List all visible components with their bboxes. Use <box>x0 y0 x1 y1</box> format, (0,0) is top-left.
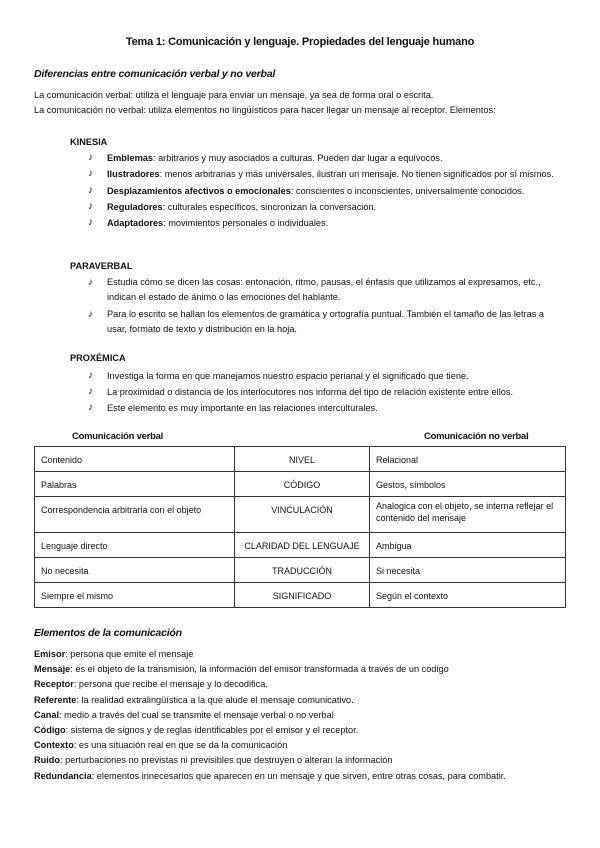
music-note-icon: ♪ <box>88 217 93 228</box>
table-row <box>35 558 566 583</box>
item-text: : menos arbitrarias y más universales, ilustran un mensaje. No tienen significados por sí mismos. <box>159 169 554 179</box>
cell-level: CLARIDAD DEL LENGUAJE <box>235 533 370 558</box>
item-text: : persona que emite el mensaje <box>65 649 194 659</box>
cell-level: TRADUCCIÓN <box>235 558 370 583</box>
item-text: Este elemento es muy importante en las relaciones interculturales. <box>107 403 378 413</box>
list-item <box>34 647 506 662</box>
music-note-icon: ♪ <box>88 402 93 413</box>
item-term: Reguladores <box>107 202 163 212</box>
cell-level: NIVEL <box>235 447 370 472</box>
list-item <box>88 384 558 400</box>
item-term: Redundancia <box>34 770 92 781</box>
list-item <box>34 708 506 723</box>
intro-nonverbal: La comunicación no verbal: utiliza elementos no lingüísticos para hacer llegar un mensaje al receptor. Elementos: <box>34 105 496 115</box>
music-note-icon: ♪ <box>88 277 93 288</box>
item-text: : perturbaciones no previstas ni previsibles que destruyen o alteran la información <box>60 755 393 766</box>
table-row <box>35 497 566 533</box>
item-term: Canal <box>34 709 60 720</box>
list-item <box>34 662 506 677</box>
cell-nonverbal: Gestos, símbolos <box>370 472 566 497</box>
cell-verbal: No necesita <box>35 558 235 583</box>
item-term: Receptor <box>34 679 74 690</box>
paraverbal-heading: PARAVERBAL <box>70 261 133 271</box>
kinesia-heading: KINESIA <box>70 137 108 147</box>
cell-verbal: Lenguaje directo <box>35 533 235 558</box>
item-term: Ruido <box>34 755 61 766</box>
intro-verbal: La comunicación verbal: utiliza el lenguaje para enviar un mensaje, ya sea de forma oral o escrita. <box>34 90 434 100</box>
comparison-table <box>34 446 566 608</box>
list-item <box>88 151 558 165</box>
elements-list <box>34 647 506 784</box>
item-text: : sistema de signos y de reglas identificables por el emisor y el receptor. <box>65 725 359 736</box>
list-item <box>88 368 558 384</box>
item-text: : conscientes o inconscientes, universalmente conocidos. <box>290 186 525 196</box>
list-item <box>88 200 558 214</box>
music-note-icon: ♪ <box>88 370 93 381</box>
item-text: : movimientos personales o individuales. <box>163 218 329 228</box>
list-item <box>88 275 558 305</box>
item-term: Contexto <box>34 740 74 751</box>
table-header-nonverbal: Comunicación no verbal <box>424 430 529 441</box>
cell-level: CÓDIGO <box>235 472 370 497</box>
cell-level: VINCULACIÓN <box>235 497 370 533</box>
item-term: Ilustradores <box>107 169 160 179</box>
table-row <box>35 533 566 558</box>
music-note-icon: ♪ <box>88 201 93 212</box>
music-note-icon: ♪ <box>88 152 93 163</box>
list-item <box>34 723 506 738</box>
item-term: Mensaje <box>34 664 71 675</box>
list-item <box>88 184 558 198</box>
item-text: : medio a través del cual se transmite el mensaje verbal o no verbal <box>59 709 334 720</box>
kinesia-list <box>88 151 558 230</box>
item-text: : es una situación real en que se da la comunicación <box>73 740 288 751</box>
item-text: La proximidad o distancia de los interlocutores nos informa del tipo de relación existente entre ellos. <box>107 387 514 397</box>
proxemica-list <box>88 368 558 416</box>
cell-nonverbal: Analogica con el objeto, se interna reflejar el contenido del mensaje <box>370 497 566 533</box>
list-item <box>34 753 506 768</box>
item-text: Estudia cómo se dicen las cosas: entonación, ritmo, pausas, el énfasis que utilizamos al expresamos, etc., indican el estado de ánimo o las emociones del hablante. <box>107 277 541 302</box>
item-text: : elementos innecesarios que aparecen en un mensaje y que sirven, entre otras cosas, para combatir. <box>91 770 506 781</box>
music-note-icon: ♪ <box>88 386 93 397</box>
table-row <box>35 447 566 472</box>
item-text: Para lo escrito se hallan los elementos de gramática y ortografía puntual. También el tamaño de las letras a usar, formato de texto y distribución en la hoja. <box>107 309 544 334</box>
list-item <box>88 307 558 337</box>
cell-verbal: Palabras <box>35 472 235 497</box>
list-item <box>34 693 506 708</box>
item-text: Investiga la forma en que manejamos nuestro espacio perianal y el significado que tiene. <box>107 371 469 381</box>
proxemica-heading: PROXÉMICA <box>70 353 126 363</box>
item-term: Código <box>34 725 66 736</box>
section-heading-elements: Elementos de la comunicación <box>34 627 182 639</box>
cell-nonverbal: Si necesita <box>370 558 566 583</box>
music-note-icon: ♪ <box>88 309 93 320</box>
cell-nonverbal: Relacional <box>370 447 566 472</box>
list-item <box>88 167 558 181</box>
cell-level: SIGNIFICADO <box>235 583 370 608</box>
table-header-verbal: Comunicación verbal <box>72 430 164 441</box>
item-term: Referente <box>34 694 77 705</box>
list-item <box>34 738 506 753</box>
list-item <box>88 400 558 416</box>
cell-verbal: Correspondencia arbitraria con el objeto <box>35 497 235 533</box>
list-item <box>34 769 506 784</box>
item-text: : es el objeto de la transmisión, la información del emisor transformada a través de un código <box>70 664 449 675</box>
table-row <box>35 583 566 608</box>
music-note-icon: ♪ <box>88 168 93 179</box>
table-row <box>35 472 566 497</box>
item-text: : persona que recibe el mensaje y lo decodifica. <box>73 679 268 690</box>
item-term: Emisor <box>34 649 66 659</box>
cell-verbal: Siempre el mismo <box>35 583 235 608</box>
item-term: Adaptadores <box>107 218 164 228</box>
section-heading-differences: Diferencias entre comunicación verbal y no verbal <box>34 68 276 80</box>
music-note-icon: ♪ <box>88 185 93 196</box>
list-item <box>88 216 558 230</box>
page-title: Tema 1: Comunicación y lenguaje. Propiedades del lenguaje humano <box>125 36 475 48</box>
item-term: Desplazamientos afectivos o emocionales <box>107 186 291 196</box>
list-item <box>34 677 506 692</box>
item-term: Emblemas <box>107 153 153 163</box>
item-text: : arbitrarios y muy asociados a culturas. Pueden dar lugar a equívocos. <box>152 153 443 163</box>
cell-nonverbal: Según el contexto <box>370 583 566 608</box>
item-text: : la realidad extralingüística a la que alude el mensaje comunicativo. <box>76 694 354 705</box>
item-text: : culturales específicos, sincronizan la conversación. <box>162 202 377 212</box>
cell-nonverbal: Ambigua <box>370 533 566 558</box>
cell-verbal: Contenido <box>35 447 235 472</box>
paraverbal-list <box>88 275 558 337</box>
